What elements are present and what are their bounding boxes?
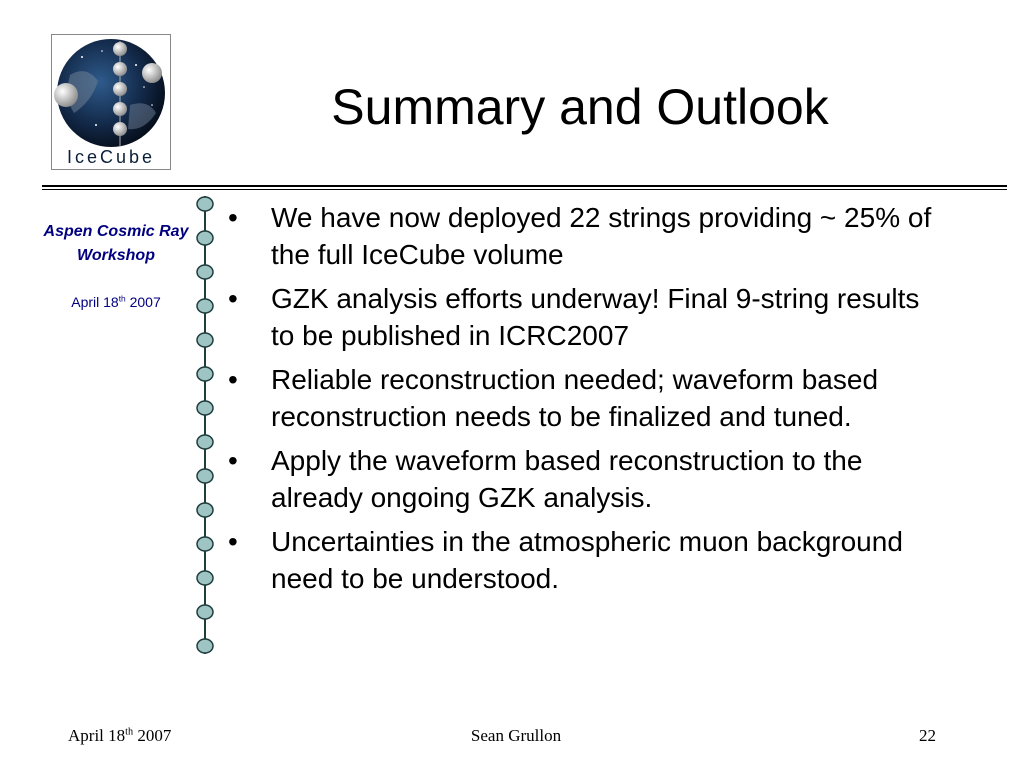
page-number: 22	[919, 726, 936, 745]
sidebar-date-main: April 18	[71, 294, 119, 310]
workshop-name: Aspen Cosmic Ray Workshop	[43, 223, 189, 264]
dom-node-icon	[197, 571, 213, 585]
title-divider	[42, 185, 1007, 187]
dom-node-icon	[197, 265, 213, 279]
dom-node-icon	[197, 333, 213, 347]
icecube-logo	[51, 34, 171, 170]
slide-title: Summary and Outlook	[331, 79, 829, 135]
bullet-list	[226, 200, 946, 605]
logo-wordmark: IceCube	[66, 147, 156, 167]
dom-node-icon	[197, 231, 213, 245]
dom-string-decoration	[190, 192, 220, 658]
sidebar-date-year: 2007	[125, 294, 161, 310]
dom-node-icon	[197, 367, 213, 381]
dom-node-icon	[197, 197, 213, 211]
footer-date-year: 2007	[133, 726, 172, 745]
footer-date	[68, 725, 171, 747]
bullet-item: • Uncertainties in the atmospheric muon background need to be understood.	[226, 524, 946, 597]
icecube-logo-icon	[52, 35, 170, 169]
dom-node-icon	[197, 605, 213, 619]
footer-author: Sean Grullon	[470, 726, 562, 745]
bullet-item: • Apply the waveform based reconstruction to the already ongoing GZK analysis.	[226, 443, 946, 516]
dom-node-icon	[197, 401, 213, 415]
bullet-item: • Reliable reconstruction needed; waveform based reconstruction needs to be finalized and tuned.	[226, 362, 946, 435]
bullet-item: • We have now deployed 22 strings providing ~ 25% of the full IceCube volume	[226, 200, 946, 273]
footer-date-main: April 18	[68, 726, 126, 745]
dom-node-icon	[197, 435, 213, 449]
dom-node-icon	[197, 503, 213, 517]
footer-date-sup: th	[125, 726, 134, 738]
bullet-item: • GZK analysis efforts underway! Final 9-string results to be published in ICRC2007	[226, 281, 946, 354]
title-divider-thin	[42, 189, 1007, 190]
dom-node-icon	[197, 639, 213, 653]
dom-node-icon	[197, 537, 213, 551]
dom-node-icon	[197, 299, 213, 313]
sidebar-date-sup: th	[118, 293, 126, 304]
dom-node-icon	[197, 469, 213, 483]
sidebar-date	[40, 294, 192, 310]
